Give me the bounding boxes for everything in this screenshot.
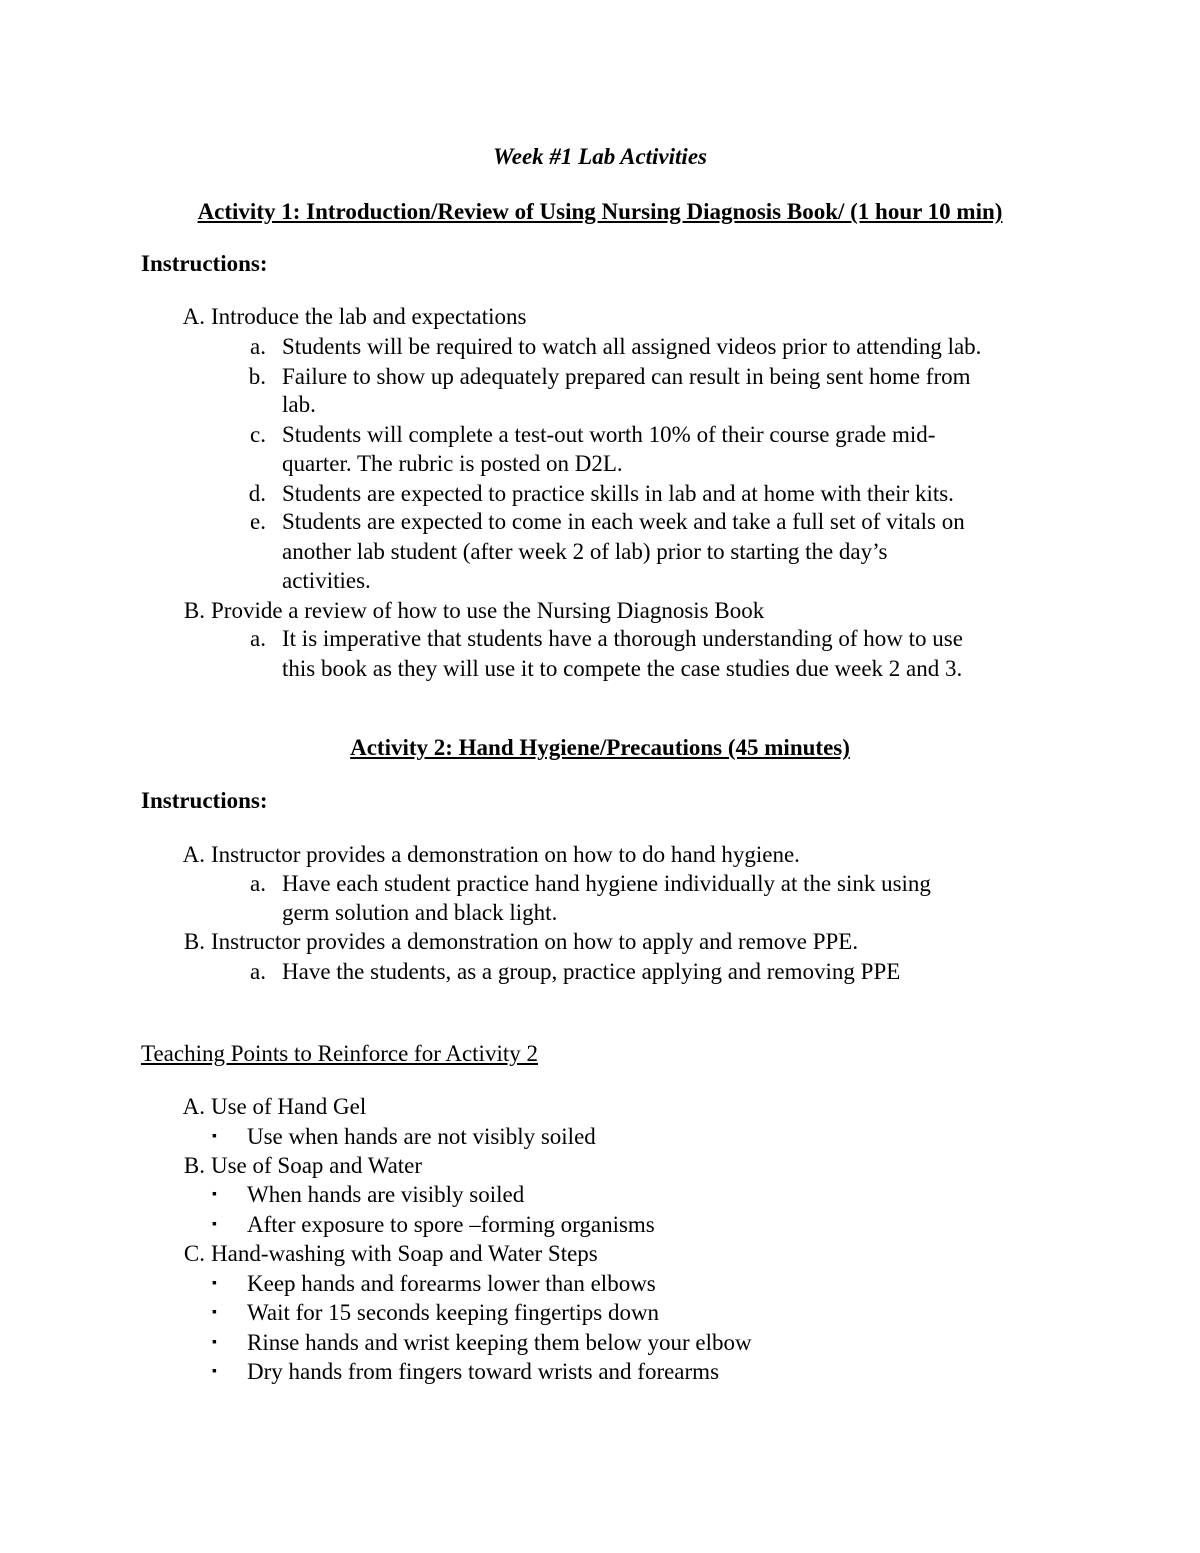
activity-2-instructions-label: Instructions: (141, 788, 268, 813)
teaching-item-b-text: Use of Soap and Water (211, 1153, 423, 1178)
teaching-item-c-marker: C. (183, 1241, 205, 1266)
activity-1-a-sub-b-marker: b. (248, 364, 266, 389)
activity-2-item-a-marker: A. (182, 842, 205, 867)
teaching-item-c-text: Hand-washing with Soap and Water Steps (211, 1241, 598, 1266)
bullet-icon: ▪ (212, 1187, 217, 1202)
activity-1-a-sub-e-line-3: activities. (282, 568, 371, 593)
activity-1-item-a-marker: A. (182, 304, 205, 329)
activity-2-item-b-marker: B. (183, 929, 205, 954)
activity-2-heading: Activity 2: Hand Hygiene/Precautions (45 minutes) (350, 735, 850, 760)
teaching-item-a-bullet-1: Use when hands are not visibly soiled (247, 1124, 596, 1149)
bullet-icon: ▪ (212, 1217, 217, 1232)
activity-1-a-sub-d-marker: d. (248, 481, 266, 506)
bullet-icon: ▪ (212, 1276, 217, 1291)
teaching-item-c-bullet-1: Keep hands and forearms lower than elbows (247, 1271, 656, 1296)
teaching-item-b-bullet-1: When hands are visibly soiled (247, 1182, 525, 1207)
teaching-item-a-text: Use of Hand Gel (211, 1094, 367, 1119)
teaching-item-c-bullet-2: Wait for 15 seconds keeping fingertips down (247, 1300, 660, 1325)
activity-1-b-sub-a-line-1: It is imperative that students have a thorough understanding of how to use (282, 626, 963, 651)
activity-1-instructions-label: Instructions: (141, 251, 268, 276)
bullet-icon: ▪ (212, 1305, 217, 1320)
activity-1-a-sub-c-marker: c. (250, 422, 266, 447)
teaching-item-b-marker: B. (183, 1153, 205, 1178)
activity-1-item-b-marker: B. (183, 598, 205, 623)
activity-1-b-sub-a-line-2: this book as they will use it to compete the case studies due week 2 and 3. (282, 656, 963, 681)
activity-1-heading: Activity 1: Introduction/Review of Using Nursing Diagnosis Book/ (1 hour 10 min) (197, 199, 1003, 224)
teaching-item-c-bullet-3: Rinse hands and wrist keeping them below your elbow (247, 1330, 752, 1355)
activity-2-b-sub-a-marker: a. (250, 959, 266, 984)
activity-1-a-sub-b-line-2: lab. (282, 392, 316, 417)
activity-2-a-sub-a-line-2: germ solution and black light. (282, 900, 558, 925)
bullet-icon: ▪ (212, 1129, 217, 1144)
teaching-item-c-bullet-4: Dry hands from fingers toward wrists and forearms (247, 1359, 720, 1384)
activity-1-a-sub-b-line-1: Failure to show up adequately prepared can result in being sent home from (282, 364, 971, 389)
teaching-item-b-bullet-2: After exposure to spore –forming organisms (247, 1212, 655, 1237)
activity-1-a-sub-a-marker: a. (250, 334, 266, 359)
teaching-item-a-marker: A. (182, 1094, 205, 1119)
bullet-icon: ▪ (212, 1364, 217, 1379)
activity-1-a-sub-c-line-1: Students will complete a test-out worth 10% of their course grade mid- (282, 422, 936, 447)
activity-1-b-sub-a-marker: a. (250, 626, 266, 651)
bullet-icon: ▪ (212, 1335, 217, 1350)
activity-1-a-sub-d-line-1: Students are expected to practice skills in lab and at home with their kits. (282, 481, 954, 506)
activity-1-a-sub-e-marker: e. (250, 509, 266, 534)
activity-1-item-b-text: Provide a review of how to use the Nursing Diagnosis Book (211, 598, 765, 623)
activity-1-item-a-text: Introduce the lab and expectations (211, 304, 527, 329)
activity-2-a-sub-a-marker: a. (250, 871, 266, 896)
activity-1-a-sub-a-line-1: Students will be required to watch all assigned videos prior to attending lab. (282, 334, 982, 359)
teaching-points-heading: Teaching Points to Reinforce for Activity 2 (141, 1041, 538, 1066)
activity-2-item-a-text: Instructor provides a demonstration on how to do hand hygiene. (211, 842, 800, 867)
activity-2-b-sub-a-line-1: Have the students, as a group, practice applying and removing PPE (282, 959, 901, 984)
activity-1-a-sub-e-line-1: Students are expected to come in each week and take a full set of vitals on (282, 509, 965, 534)
activity-2-a-sub-a-line-1: Have each student practice hand hygiene individually at the sink using (282, 871, 931, 896)
activity-1-a-sub-e-line-2: another lab student (after week 2 of lab) prior to starting the day’s (282, 539, 888, 564)
activity-2-item-b-text: Instructor provides a demonstration on how to apply and remove PPE. (211, 929, 859, 954)
document-title: Week #1 Lab Activities (493, 144, 707, 169)
activity-1-a-sub-c-line-2: quarter. The rubric is posted on D2L. (282, 451, 623, 476)
